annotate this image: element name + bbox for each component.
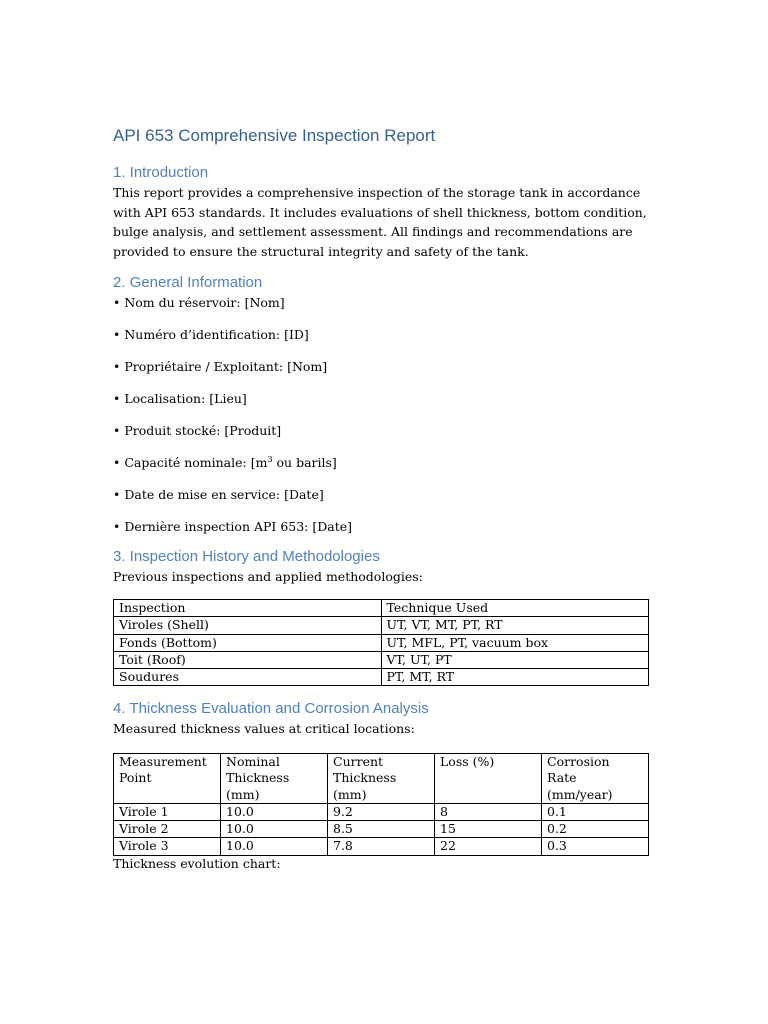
table-cell: 7.8 bbox=[328, 838, 435, 855]
table-cell: Viroles (Shell) bbox=[114, 617, 382, 634]
table-row bbox=[114, 669, 649, 686]
table-header-row bbox=[114, 600, 649, 617]
chart-caption: Thickness evolution chart: bbox=[113, 855, 281, 871]
inspection-history-intro: Previous inspections and applied methodologies: bbox=[113, 568, 423, 584]
table-cell: Virole 1 bbox=[114, 803, 221, 820]
table-cell: 0.1 bbox=[542, 803, 649, 820]
thickness-evaluation-section bbox=[113, 699, 653, 871]
inspection-history-table bbox=[113, 599, 649, 686]
capacity-suffix: ou barils] bbox=[272, 455, 337, 470]
table-header-cell: Corrosion Rate (mm/year) bbox=[542, 753, 649, 803]
info-item-tank-name: • Nom du réservoir: [Nom] bbox=[113, 295, 285, 310]
table-row bbox=[114, 634, 649, 651]
table-header-cell: Nominal Thickness (mm) bbox=[221, 753, 328, 803]
table-header-cell: Loss (%) bbox=[435, 753, 542, 803]
info-item-owner: • Propriétaire / Exploitant: [Nom] bbox=[113, 359, 328, 374]
table-row bbox=[114, 821, 649, 838]
info-item-commission-date: • Date de mise en service: [Date] bbox=[113, 487, 324, 502]
table-header-row bbox=[114, 753, 649, 803]
general-information-heading: 2. General Information bbox=[113, 274, 263, 291]
capacity-prefix: • Capacité nominale: [m bbox=[113, 455, 268, 470]
table-cell: UT, VT, MT, PT, RT bbox=[381, 617, 649, 634]
report-title: API 653 Comprehensive Inspection Report bbox=[113, 126, 436, 145]
introduction-text: This report provides a comprehensive inspection of the storage tank in accordance with API 653 standards. It includes evaluations of shell thickness, bottom condition, bulge analysis, and settlement assessment. All findings and recommendations are provided to ensure the structural integrity and safety of the tank. bbox=[113, 185, 647, 259]
table-row bbox=[114, 803, 649, 820]
table-cell: PT, MT, RT bbox=[381, 669, 649, 686]
inspection-history-section bbox=[113, 547, 653, 687]
table-cell: 10.0 bbox=[221, 838, 328, 855]
table-header-cell: Inspection bbox=[114, 600, 382, 617]
table-cell: 0.2 bbox=[542, 821, 649, 838]
table-cell: Virole 2 bbox=[114, 821, 221, 838]
table-row bbox=[114, 651, 649, 668]
table-header-cell: Technique Used bbox=[381, 600, 649, 617]
info-item-location: • Localisation: [Lieu] bbox=[113, 391, 247, 406]
inspection-history-heading: 3. Inspection History and Methodologies bbox=[113, 547, 380, 565]
info-item-id-number: • Numéro d’identification: [ID] bbox=[113, 327, 309, 342]
info-item-capacity bbox=[113, 453, 653, 473]
table-cell: 0.3 bbox=[542, 838, 649, 855]
table-cell: Soudures bbox=[114, 669, 382, 686]
info-item-last-inspection: • Dernière inspection API 653: [Date] bbox=[113, 519, 353, 534]
table-cell: VT, UT, PT bbox=[381, 651, 649, 668]
table-header-cell: Current Thickness (mm) bbox=[328, 753, 435, 803]
thickness-table bbox=[113, 753, 649, 856]
table-cell: Fonds (Bottom) bbox=[114, 634, 382, 651]
table-cell: 10.0 bbox=[221, 803, 328, 820]
info-item-product: • Produit stocké: [Produit] bbox=[113, 423, 282, 438]
table-cell: 15 bbox=[435, 821, 542, 838]
table-cell: 8.5 bbox=[328, 821, 435, 838]
introduction-section bbox=[113, 163, 653, 261]
table-cell: Virole 3 bbox=[114, 838, 221, 855]
document-content bbox=[113, 120, 653, 872]
table-row bbox=[114, 838, 649, 855]
general-information-list bbox=[113, 293, 653, 537]
thickness-evaluation-heading: 4. Thickness Evaluation and Corrosion Analysis bbox=[113, 700, 429, 718]
table-header-cell: Measurement Point bbox=[114, 753, 221, 803]
table-cell: UT, MFL, PT, vacuum box bbox=[381, 634, 649, 651]
general-information-section bbox=[113, 273, 653, 537]
table-row bbox=[114, 617, 649, 634]
table-cell: 22 bbox=[435, 838, 542, 855]
introduction-heading: 1. Introduction bbox=[113, 164, 209, 181]
table-cell: 8 bbox=[435, 803, 542, 820]
table-cell: 9.2 bbox=[328, 803, 435, 820]
capacity-superscript: 3 bbox=[267, 454, 273, 464]
table-cell: 10.0 bbox=[221, 821, 328, 838]
thickness-evaluation-intro: Measured thickness values at critical locations: bbox=[113, 721, 415, 737]
table-cell: Toit (Roof) bbox=[114, 651, 382, 668]
